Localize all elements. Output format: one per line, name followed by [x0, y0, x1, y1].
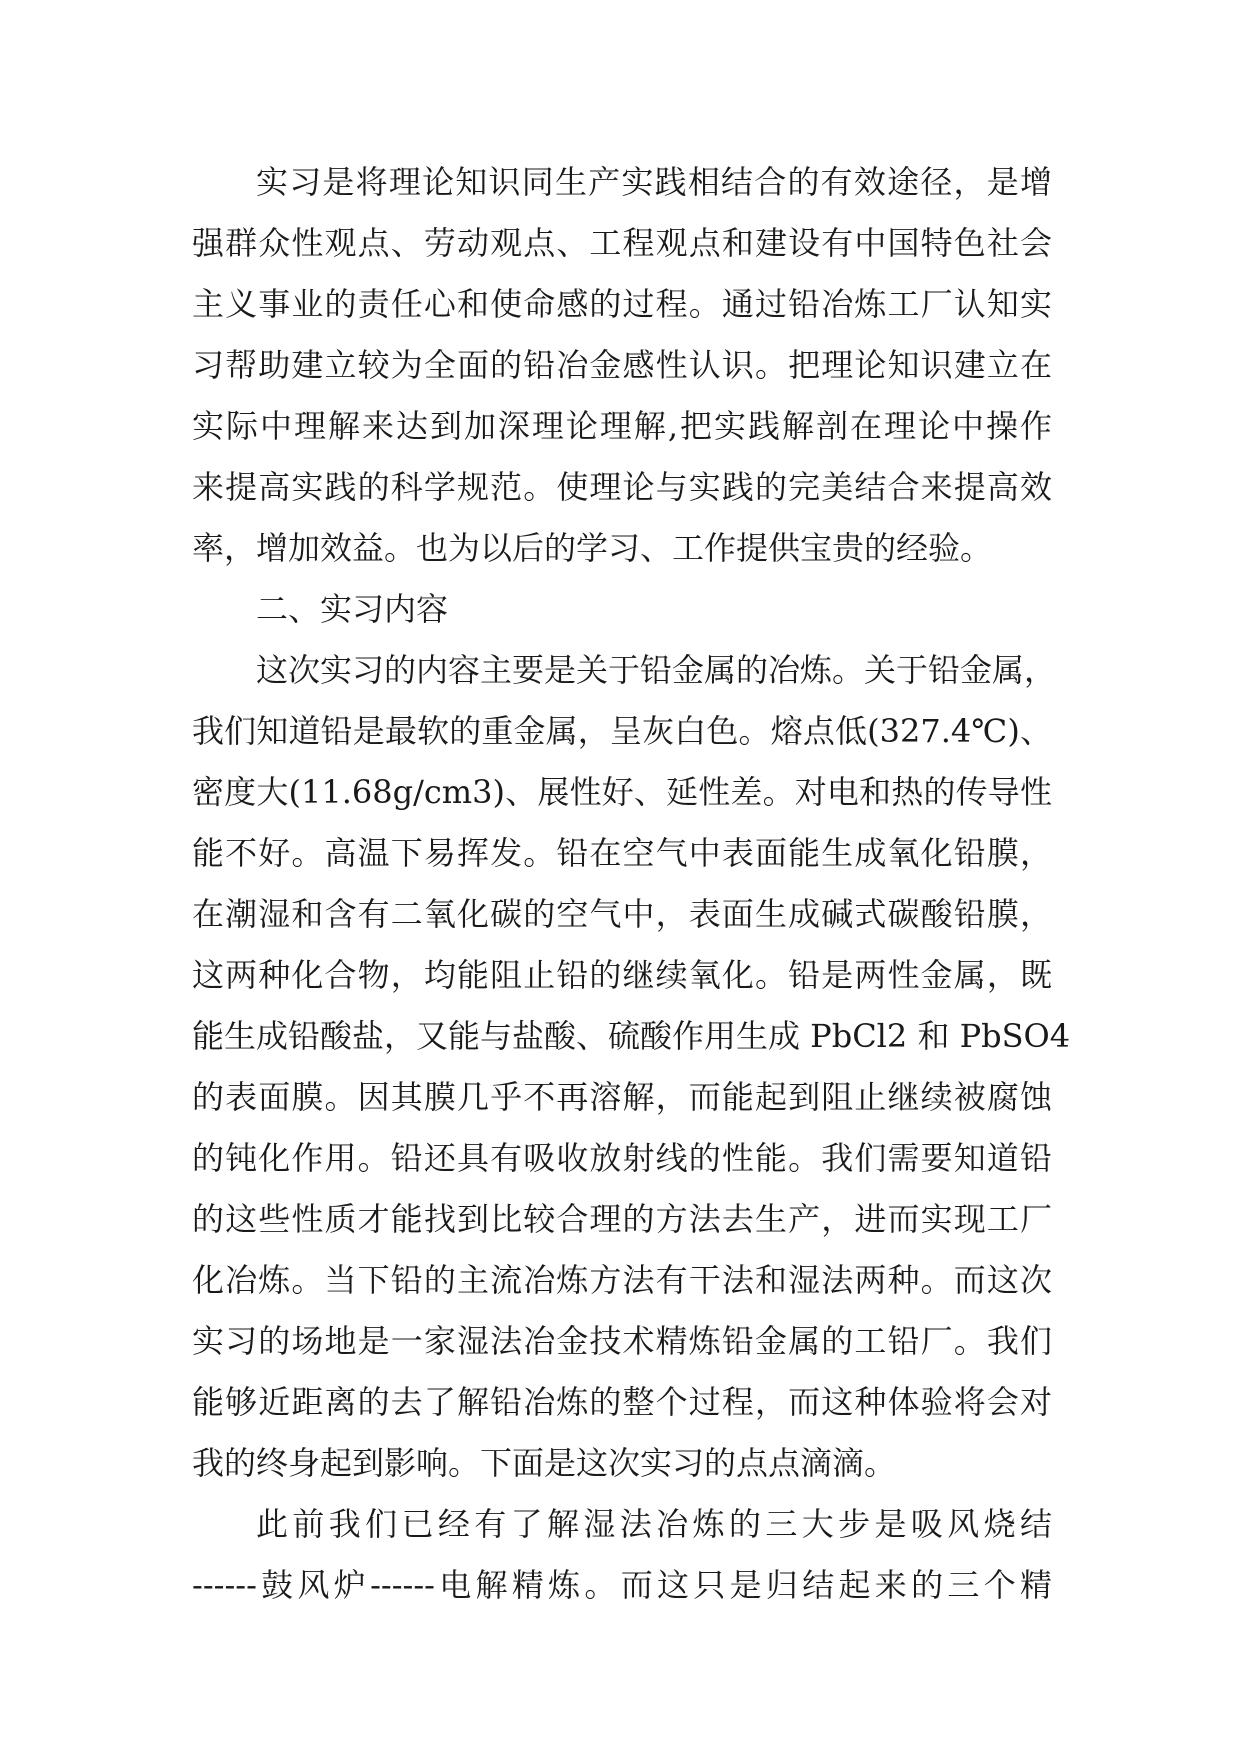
- section-heading: 二、实习内容: [256, 590, 449, 628]
- text-line: 率，增加效益。也为以后的学习、工作提供宝贵的经验。: [192, 529, 993, 567]
- text-line: 密度大(11.68g/cm3)、展性好、延性差。对电和热的传导性: [192, 773, 1052, 811]
- text-line: 这次实习的内容主要是关于铅金属的冶炼。关于铅金属，: [256, 651, 1057, 689]
- text-line: 的表面膜。因其膜几乎不再溶解，而能起到阻止继续被腐蚀: [192, 1078, 1052, 1116]
- text-line: ------鼓风炉------电解精炼。而这只是归结起来的三个精: [192, 1566, 1052, 1604]
- text-line: 我们知道铅是最软的重金属，呈灰白色。熔点低(327.4℃)、: [192, 712, 1052, 750]
- text-line: 能不好。高温下易挥发。铅在空气中表面能生成氧化铅膜，: [192, 834, 1052, 872]
- text-line: 在潮湿和含有二氧化碳的空气中，表面生成碱式碳酸铅膜，: [192, 895, 1052, 933]
- text-line: 的钝化作用。铅还具有吸收放射线的性能。我们需要知道铅: [192, 1139, 1052, 1177]
- text-line: 实习是将理论知识同生产实践相结合的有效途径，是增: [256, 163, 1052, 201]
- text-line: 化冶炼。当下铅的主流冶炼方法有干法和湿法两种。而这次: [192, 1261, 1052, 1299]
- text-line: 我的终身起到影响。下面是这次实习的点点滴滴。: [192, 1444, 897, 1482]
- text-line: 这两种化合物，均能阻止铅的继续氧化。铅是两性金属，既: [192, 956, 1052, 994]
- body-text: [192, 152, 1071, 1616]
- text-line: 主义事业的责任心和使命感的过程。通过铅冶炼工厂认知实: [192, 285, 1052, 323]
- text-line: 习帮助建立较为全面的铅冶金感性认识。把理论知识建立在: [192, 346, 1052, 384]
- text-line: 能生成铅酸盐，又能与盐酸、硫酸作用生成 PbCl2 和 PbSO4: [192, 1017, 1071, 1055]
- text-line: 的这些性质才能找到比较合理的方法去生产，进而实现工厂: [192, 1200, 1052, 1238]
- text-line: 实习的场地是一家湿法冶金技术精炼铅金属的工铅厂。我们: [192, 1322, 1052, 1360]
- text-line: 能够近距离的去了解铅冶炼的整个过程，而这种体验将会对: [192, 1383, 1052, 1421]
- text-line: 强群众性观点、劳动观点、工程观点和建设有中国特色社会: [192, 224, 1052, 262]
- text-line: 来提高实践的科学规范。使理论与实践的完美结合来提高效: [192, 468, 1052, 506]
- text-line: 实际中理解来达到加深理论理解,把实践解剖在理论中操作: [192, 407, 1052, 445]
- text-line: 此前我们已经有了解湿法冶炼的三大步是吸风烧结: [256, 1505, 1052, 1543]
